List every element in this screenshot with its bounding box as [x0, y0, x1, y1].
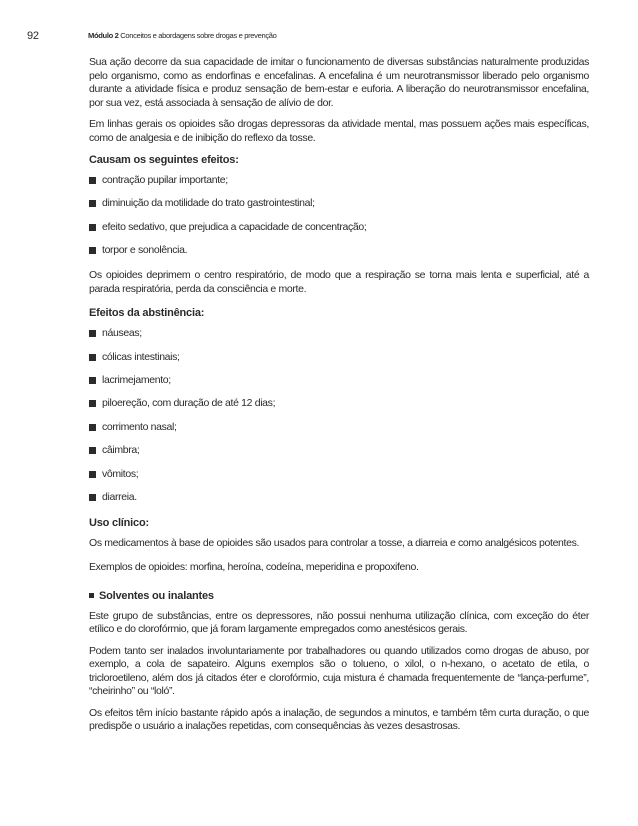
list-item-text: corrimento nasal;	[102, 420, 177, 433]
intro-paragraph-1: Sua ação decorre da sua capacidade de imitar o funcionamento de diversas substâncias naturalmente produzidas pelo organismo, como as endorfinas e encefalinas. A encefalina é um neurotransmissor liberado pelo organismo durante a atividade física e produz sensação de bem-estar e euforia. A liberação do neurotransmissor encefalina, por sua vez, está associada à sensação de alívio de dor.	[89, 56, 589, 109]
list-item-text: diminuição da motilidade do trato gastrointestinal;	[102, 197, 315, 210]
clinical-paragraph-2: Exemplos de opioides: morfina, heroína, codeína, meperidina e propoxifeno.	[89, 561, 419, 574]
list-item-text: lacrimejamento;	[102, 373, 171, 386]
list-item-text: efeito sedativo, que prejudica a capacidade de concentração;	[102, 220, 367, 233]
list-item	[89, 174, 589, 187]
list-item-text: piloereção, com duração de até 12 dias;	[102, 397, 276, 410]
respiratory-paragraph: Os opioides deprimem o centro respiratório, de modo que a respiração se torna mais lenta e superficial, até a parada respiratória, perda da consciência e morte.	[89, 269, 589, 295]
list-item	[89, 327, 589, 340]
bullet-icon	[89, 400, 96, 407]
solvents-paragraph-1: Este grupo de substâncias, entre os depressores, não possui nenhuma utilização clínica, com exceção do éter etílico e do clorofórmio, que já foram largamente empregados como anestésicos gerais.	[89, 609, 589, 636]
solvents-heading-text: Solventes ou inalantes	[99, 589, 214, 602]
list-item-text: torpor e sonolência.	[102, 244, 188, 257]
clinical-heading: Uso clínico:	[89, 516, 149, 529]
bullet-icon	[89, 247, 96, 254]
bullet-icon	[89, 447, 96, 454]
bullet-icon	[89, 494, 96, 501]
solvents-heading	[89, 589, 589, 603]
list-item	[89, 444, 589, 457]
list-item	[89, 397, 589, 410]
bullet-icon	[89, 330, 96, 337]
list-item-text: náuseas;	[102, 327, 142, 340]
solvents-paragraph-2: Podem tanto ser inalados involuntariamente por trabalhadores ou quando utilizados como drogas de abuso, por exemplo, a cola de sapateiro. Alguns exemplos são o tolueno, o xilol, o n-hexano, o acetato de etila, o tricloroetileno, além dos já citados éter e clorofórmio, cuja mistura é chamada frequentemente de “lança-perfume”, “cheirinho” ou “loló”.	[89, 644, 589, 698]
bullet-icon	[89, 377, 96, 384]
list-item	[89, 468, 589, 481]
list-item-text: câimbra;	[102, 444, 140, 457]
list-item-text: contração pupilar importante;	[102, 174, 228, 186]
bullet-icon	[89, 424, 96, 431]
list-item	[89, 374, 589, 387]
page-number: 92	[27, 30, 39, 42]
running-head	[88, 31, 277, 40]
effects-list	[89, 174, 589, 257]
bullet-icon	[89, 471, 96, 478]
bullet-icon	[89, 354, 96, 361]
bullet-icon	[89, 224, 96, 231]
withdrawal-heading: Efeitos da abstinência:	[89, 307, 205, 320]
list-item-text: cólicas intestinais;	[102, 350, 180, 363]
module-label: Módulo 2	[88, 31, 119, 40]
bullet-icon	[89, 177, 96, 184]
page-header	[0, 30, 638, 46]
list-item	[89, 351, 589, 364]
list-item-text: diarreia.	[102, 490, 137, 503]
module-title: Conceitos e abordagens sobre drogas e prevenção	[120, 31, 277, 40]
page-body	[89, 56, 589, 742]
clinical-paragraph-1: Os medicamentos à base de opioides são usados para controlar a tosse, a diarreia e como analgésicos potentes.	[89, 536, 580, 549]
list-item	[89, 197, 589, 210]
list-item	[89, 491, 589, 504]
effects-heading: Causam os seguintes efeitos:	[89, 154, 239, 166]
list-item	[89, 421, 589, 434]
intro-paragraph-2: Em linhas gerais os opioides são drogas depressoras da atividade mental, mas possuem ações mais específicas, como de analgesia e de inibição do reflexo da tosse.	[89, 118, 589, 144]
withdrawal-list	[89, 327, 589, 504]
solvents-paragraph-3: Os efeitos têm início bastante rápido após a inalação, de segundos a minutos, e também têm curta duração, o que predispõe o usuário a inalações repetidas, com consequências às vezes desastrosas.	[89, 706, 589, 733]
list-item-text: vômitos;	[102, 467, 139, 480]
bullet-icon	[89, 200, 96, 207]
list-item	[89, 221, 589, 234]
list-item	[89, 244, 589, 257]
square-bullet-icon	[89, 593, 94, 598]
